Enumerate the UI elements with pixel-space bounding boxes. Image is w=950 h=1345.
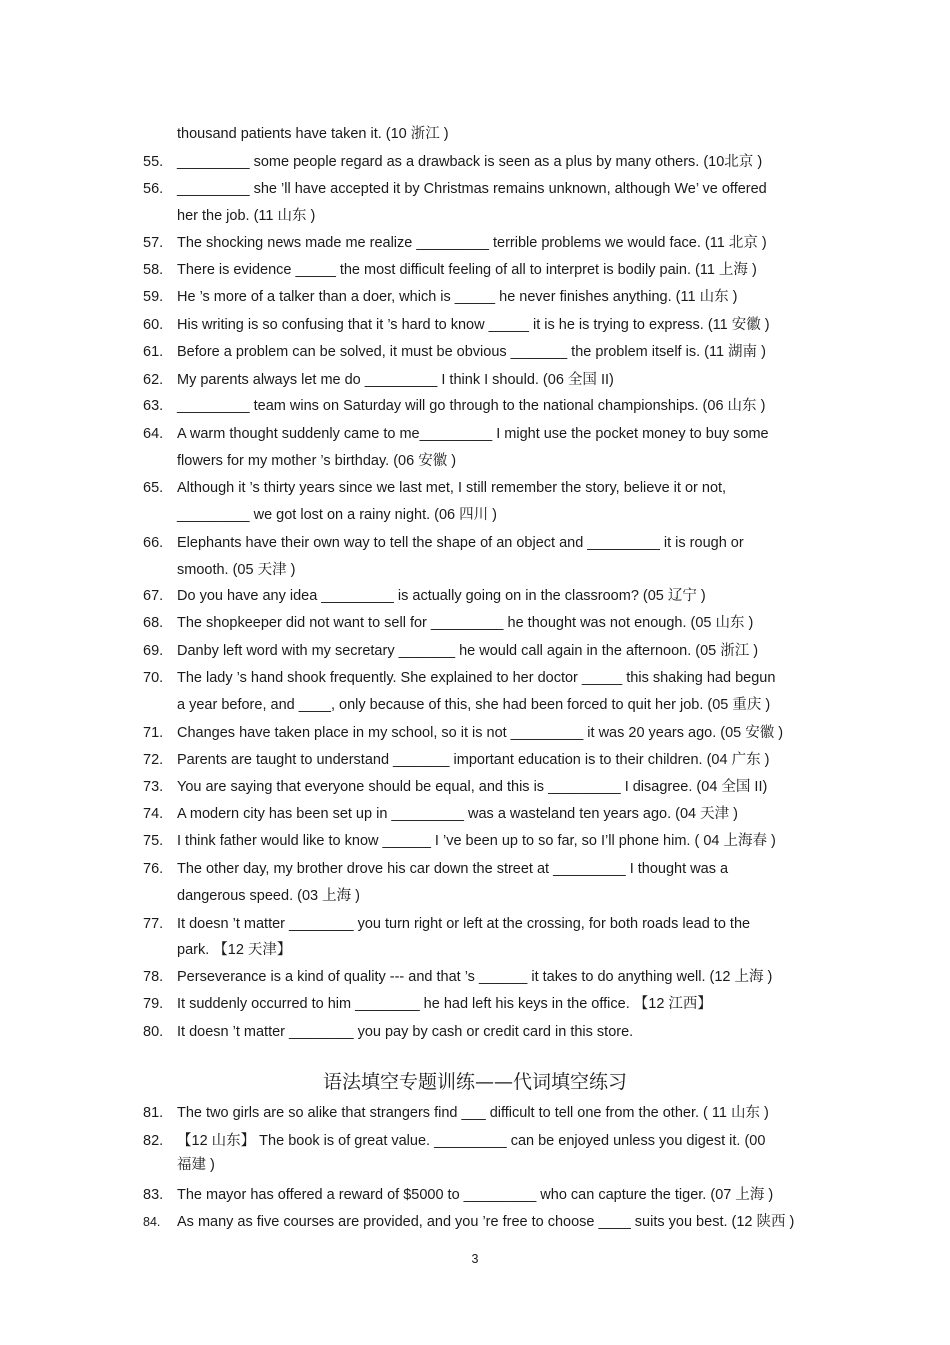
question-number: 71.	[143, 725, 164, 741]
question-text: You are saying that everyone should be equal, and this is _________ I disagree. (04 全国 II)	[177, 779, 768, 795]
question-continuation: dangerous speed. (03 上海 )	[177, 888, 360, 904]
question-continuation: her the job. (11 山东 )	[177, 208, 316, 224]
question-text: _________ team wins on Saturday will go through to the national championships. (06 山东 )	[177, 398, 766, 414]
question-text: He ’s more of a talker than a doer, which is _____ he never finishes anything. (11 山东 )	[177, 289, 738, 305]
question-number: 77.	[143, 916, 164, 932]
question-text: Parents are taught to understand _______ important education is to their children. (04 广东 )	[177, 752, 770, 768]
question-text: A warm thought suddenly came to me_________ I might use the pocket money to buy some	[177, 426, 769, 442]
question-text: The two girls are so alike that strangers find ___ difficult to tell one from the other. ( 11 山东 )	[177, 1105, 769, 1121]
question-number: 72.	[143, 752, 164, 768]
question-number: 76.	[143, 861, 164, 877]
question-text: Do you have any idea _________ is actually going on in the classroom? (05 辽宁 )	[177, 588, 706, 604]
question-text: The other day, my brother drove his car down the street at _________ I thought was a	[177, 861, 729, 877]
question-text: It doesn ’t matter ________ you pay by cash or credit card in this store.	[177, 1024, 634, 1040]
section-heading: 语法填空专题训练——代词填空练习	[322, 1071, 627, 1093]
question-number: 73.	[143, 779, 164, 795]
question-text: A modern city has been set up in _________ was a wasteland ten years ago. (04 天津 )	[177, 806, 739, 822]
question-number: 59.	[143, 289, 164, 305]
question-number: 80.	[143, 1024, 164, 1040]
question-continuation: park. 【12 天津】	[177, 942, 292, 958]
question-number: 67.	[143, 588, 164, 604]
question-number: 62.	[143, 372, 164, 388]
question-text: Elephants have their own way to tell the shape of an object and _________ it is rough or	[177, 535, 744, 551]
question-number: 78.	[143, 969, 164, 985]
question-number: 68.	[143, 615, 164, 631]
question-text: Although it ’s thirty years since we last met, I still remember the story, believe it or not,	[177, 480, 727, 496]
question-number: 74.	[143, 806, 164, 822]
question-number: 69.	[143, 643, 164, 659]
question-number: 58.	[143, 262, 164, 278]
question-text: _________ some people regard as a drawback is seen as a plus by many others. (10北京 )	[177, 154, 763, 170]
question-number: 83.	[143, 1187, 164, 1203]
question-continuation: smooth. (05 天津 )	[177, 562, 296, 578]
question-number: 75.	[143, 833, 164, 849]
question-number: 70.	[143, 670, 164, 686]
question-number: 81.	[143, 1105, 164, 1121]
question-text: There is evidence _____ the most difficult feeling of all to interpret is bodily pain. (11 上海 )	[177, 262, 757, 278]
question-number: 82.	[143, 1133, 164, 1149]
question-text: _________ she ’ll have accepted it by Christmas remains unknown, although We’ ve offered	[177, 181, 767, 197]
question-number: 57.	[143, 235, 164, 251]
question-number: 66.	[143, 535, 164, 551]
question-number: 63.	[143, 398, 164, 414]
question-text: The shopkeeper did not want to sell for _________ he thought was not enough. (05 山东 )	[177, 615, 754, 631]
question-continuation: 福建 )	[177, 1157, 215, 1173]
question-text: I think father would like to know ______ I ’ve been up to so far, so I’ll phone him. ( 04 上海春 )	[177, 833, 776, 849]
question-text: My parents always let me do _________ I think I should. (06 全国 II)	[177, 372, 614, 388]
question-number: 65.	[143, 480, 164, 496]
question-text: 【12 山东】 The book is of great value. _________ can be enjoyed unless you digest it. (00	[177, 1133, 766, 1149]
page-number: 3	[471, 1252, 479, 1266]
question-continuation: a year before, and ____, only because of this, she had been forced to quit her job. (05 重庆 )	[177, 697, 771, 713]
question-text: Perseverance is a kind of quality --- and that ’s ______ it takes to do anything well. (12 上海 )	[177, 969, 773, 985]
question-number: 55.	[143, 154, 164, 170]
question-continuation: _________ we got lost on a rainy night. (06 四川 )	[177, 507, 497, 523]
question-number: 64.	[143, 426, 164, 442]
question-text: As many as five courses are provided, and you ’re free to choose ____ suits you best. (12 陕西 )	[177, 1214, 795, 1230]
question-continuation: thousand patients have taken it. (10 浙江 )	[177, 126, 449, 142]
question-number: 79.	[143, 996, 164, 1012]
question-text: The lady ’s hand shook frequently. She explained to her doctor _____ this shaking had begun	[177, 670, 776, 686]
question-text: It doesn ’t matter ________ you turn right or left at the crossing, for both roads lead to the	[177, 916, 751, 932]
question-number: 60.	[143, 317, 164, 333]
question-text: Changes have taken place in my school, so it is not _________ it was 20 years ago. (05 安徽 )	[177, 725, 784, 741]
question-number: 84.	[143, 1215, 161, 1229]
question-continuation: flowers for my mother ’s birthday. (06 安徽 )	[177, 453, 457, 469]
question-text: Danby left word with my secretary _______ he would call again in the afternoon. (05 浙江 )	[177, 643, 759, 659]
question-number: 61.	[143, 344, 164, 360]
question-text: The shocking news made me realize _________ terrible problems we would face. (11 北京 )	[177, 235, 767, 251]
question-text: Before a problem can be solved, it must be obvious _______ the problem itself is. (11 湖南 )	[177, 344, 766, 360]
question-text: His writing is so confusing that it ’s hard to know _____ it is he is trying to express. (11 安徽 )	[177, 317, 770, 333]
question-number: 56.	[143, 181, 164, 197]
question-text: The mayor has offered a reward of $5000 to _________ who can capture the tiger. (07 上海 )	[177, 1187, 774, 1203]
question-text: It suddenly occurred to him ________ he had left his keys in the office. 【12 江西】	[177, 996, 712, 1012]
